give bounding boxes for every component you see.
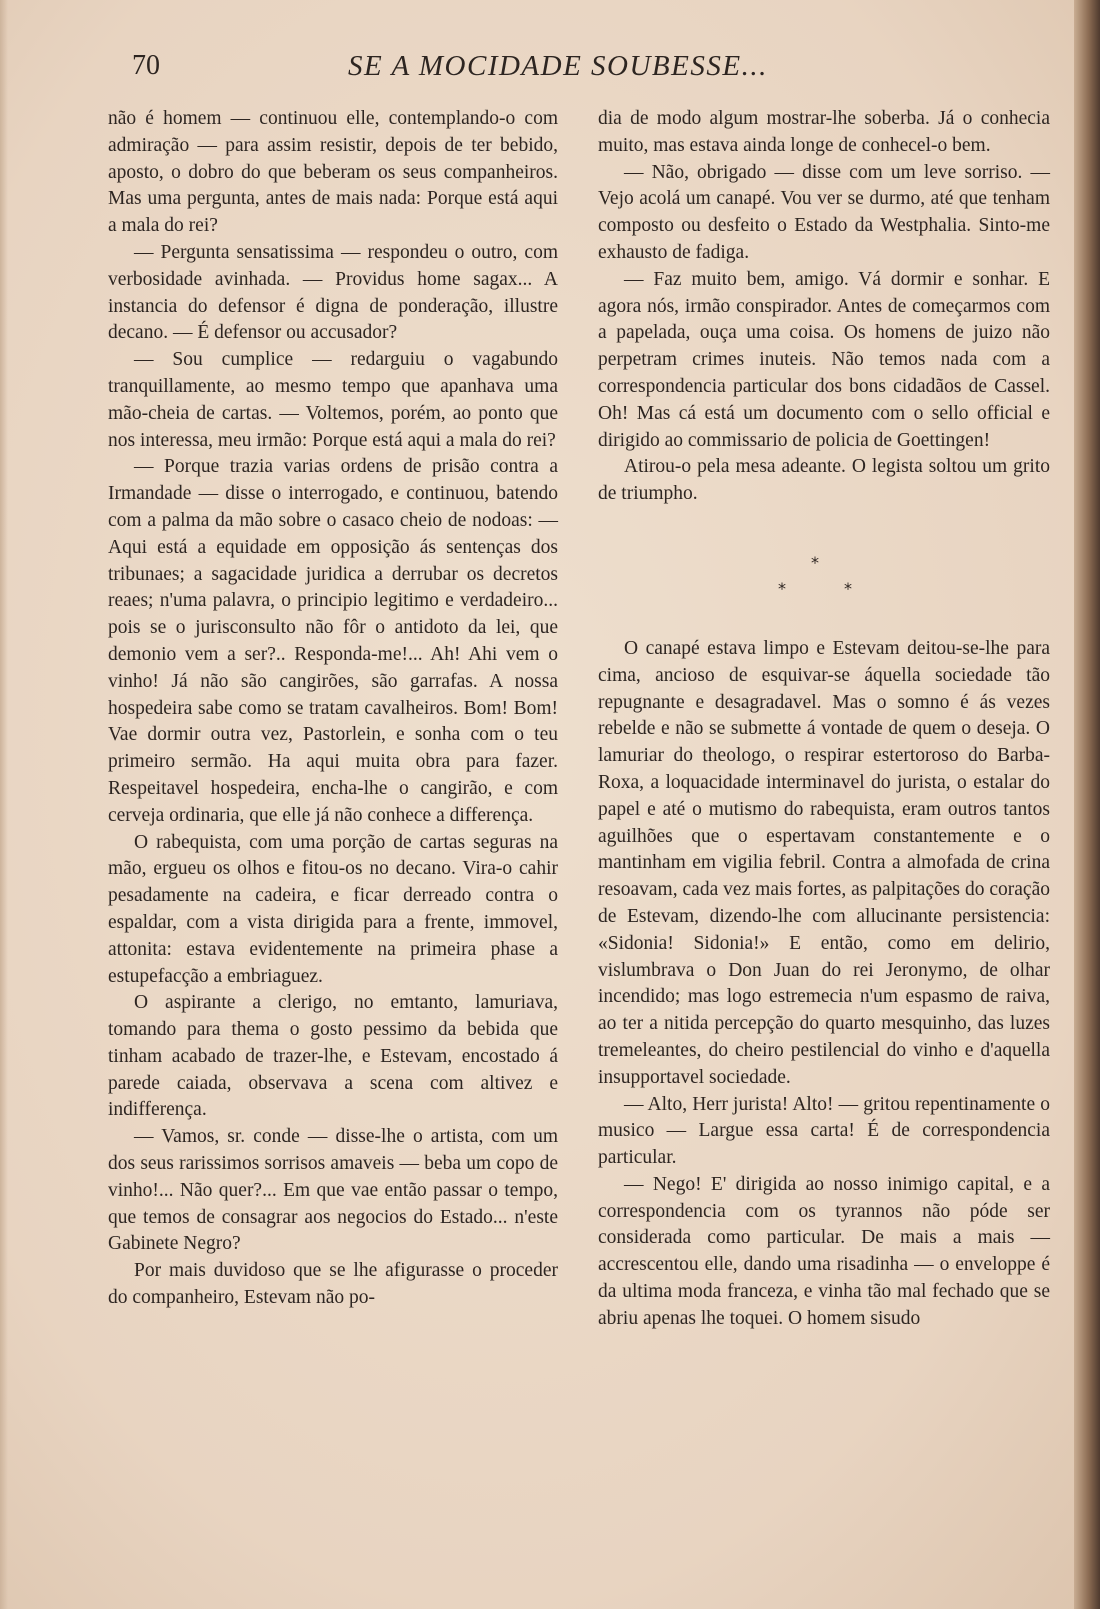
left-column (108, 106, 558, 1312)
paragraph: O aspirante a clerigo, no emtanto, lamuriava, tomando para thema o gosto pessimo da bebida que tinham acabado de trazer-lhe, e Estevam, encostado á parede caiada, observava a scena com altivez e indifferença. (108, 992, 558, 1121)
paragraph: — Não, obrigado — disse com um leve sorriso. — Vejo acolá um canapé. Vou ver se durmo, até que tenham composto ou desfeito o Estado da Westphalia. Sinto-me exhausto de fadiga. (598, 161, 1050, 263)
asterism-star: * (811, 552, 819, 572)
paragraph: — Alto, Herr jurista! Alto! — gritou repentinamente o musico — Largue essa carta! É de correspondencia particular. (598, 1093, 1050, 1169)
paragraph: — Nego! E' dirigida ao nosso inimigo capital, e a correspondencia com os tyrannos não póde ser considerada como particular. De mais a mais — accrescentou elle, dando uma risadinha — o enveloppe é da ultima moda franceza, e vinha tão mal fechado que se abriu apenas lhe toquei. O homem sisudo (598, 1173, 1050, 1329)
page-header (112, 48, 1052, 88)
asterism-star: * (778, 578, 786, 598)
paragraph: Por mais duvidoso que se lhe afigurasse o proceder do companheiro, Estevam não po- (108, 1260, 558, 1309)
paragraph: — Pergunta sensatissima — respondeu o outro, com verbosidade avinhada. — Providus home sagax... A instancia do defensor é digna de ponderação, illustre decano. — É defensor ou accusador? (108, 241, 558, 344)
paragraph: O rabequista, com uma porção de cartas seguras na mão, ergueu os olhos e fitou-os no decano. Vira-o cahir pesadamente na cadeira, e ficar derreado contra o espaldar, com a vista dirigida para a frente, immovel, attonita: estava evidentemente na primeira phase a estupefacção a embriaguez. (108, 831, 558, 987)
paragraph: não é homem — continuou elle, contemplando-o com admiração — para assim resistir, depois de ter bebido, aposto, o dobro do que beberam os seus companheiros. Mas uma pergunta, antes de mais nada: Porque está aqui a mala do rei? (108, 108, 558, 237)
page-binding-edge (1074, 0, 1100, 1609)
paragraph: O canapé estava limpo e Estevam deitou-se-lhe para cima, ancioso de esquivar-se áquella sociedade tão repugnante e desagradavel. Mas o somno é ás vezes rebelde e não se submette á vontade de quem o deseja. O lamuriar do theologo, o respirar estertoroso do Barba-Roxa, a loquacidade interminavel do jurista, o estalar do papel e até o mutismo do rabequista, eram outros tantos aguilhões que o espertavam constantemente e o mantinham em vigilia febril. Contra a almofada de crina resoavam, cada vez mais fortes, as palpitações do coração de Estevam, dizendo-lhe com allucinante persistencia: «Sidonia! Sidonia!» E então, como em delirio, vislumbrava o Don Juan do rei Jeronymo, de olhar incendido; mas logo estremecia n'um espasmo de raiva, ao ter a nitida percepção do quarto mesquinho, das luzes tremeleantes, do cheiro pestilencial do vinho e d'aquella insupportavel sociedade. (598, 637, 1050, 1088)
asterism-star: * (844, 578, 852, 598)
running-title: SE A MOCIDADE SOUBESSE... (348, 50, 768, 82)
right-column (598, 106, 1050, 1333)
paragraph: — Faz muito bem, amigo. Vá dormir e sonhar. E agora nós, irmão conspirador. Antes de começarmos com a papelada, ouça uma coisa. Os homens de juizo não perpetram crimes inuteis. Não temos nada com a correspondencia particular dos bons cidadãos de Cassel. Oh! Mas cá está um documento com o sello official e dirigido ao commissario de policia de Goettingen! (598, 268, 1050, 451)
paragraph: — Sou cumplice — redarguiu o vagabundo tranquillamente, ao mesmo tempo que apanhava uma mão-cheia de cartas. — Voltemos, porém, ao ponto que nos interessa, meu irmão: Porque está aqui a mala do rei? (108, 349, 558, 451)
paragraph: — Vamos, sr. conde — disse-lhe o artista, com um dos seus rarissimos sorrisos amaveis — beba um copo de vinho!... Não quer?... Em que vae então passar o tempo, que temos de consagrar aos negocios do Estado... n'este Gabinete Negro? (108, 1126, 558, 1255)
paragraph: dia de modo algum mostrar-lhe soberba. Já o conhecia muito, mas estava ainda longe de conhecel-o bem. (598, 108, 1050, 156)
section-break-asterism (598, 534, 1050, 626)
page-left-shadow (0, 0, 8, 1609)
paragraph: Atirou-o pela mesa adeante. O legista soltou um grito de triumpho. (598, 456, 1050, 505)
paragraph: — Porque trazia varias ordens de prisão contra a Irmandade — disse o interrogado, e continuou, batendo com a palma da mão sobre o casaco cheio de nodoas: — Aqui está a equidade em opposição ás sentenças dos tribunaes; a sagacidade juridica a derrubar os decretos reaes; n'uma palavra, o principio legitimo e verdadeiro... pois se o jurisconsulto não fôr o antidoto da lei, que demonio vem a ser?.. Responda-me!... Ah! Ahi vem o vinho! Já não são cangirões, são garrafas. A nossa hospedeira sabe como se tratam cavalheiros. Bom! Bom! Vae dormir outra vez, Pastorlein, e sonha com o teu primeiro sermão. Ha aqui muita obra para fazer. Respeitavel hospedeira, encha-lhe o cangirão, e com cerveja ordinaria, que elle já não conhece a differença. (108, 456, 558, 826)
page-number: 70 (132, 50, 160, 81)
